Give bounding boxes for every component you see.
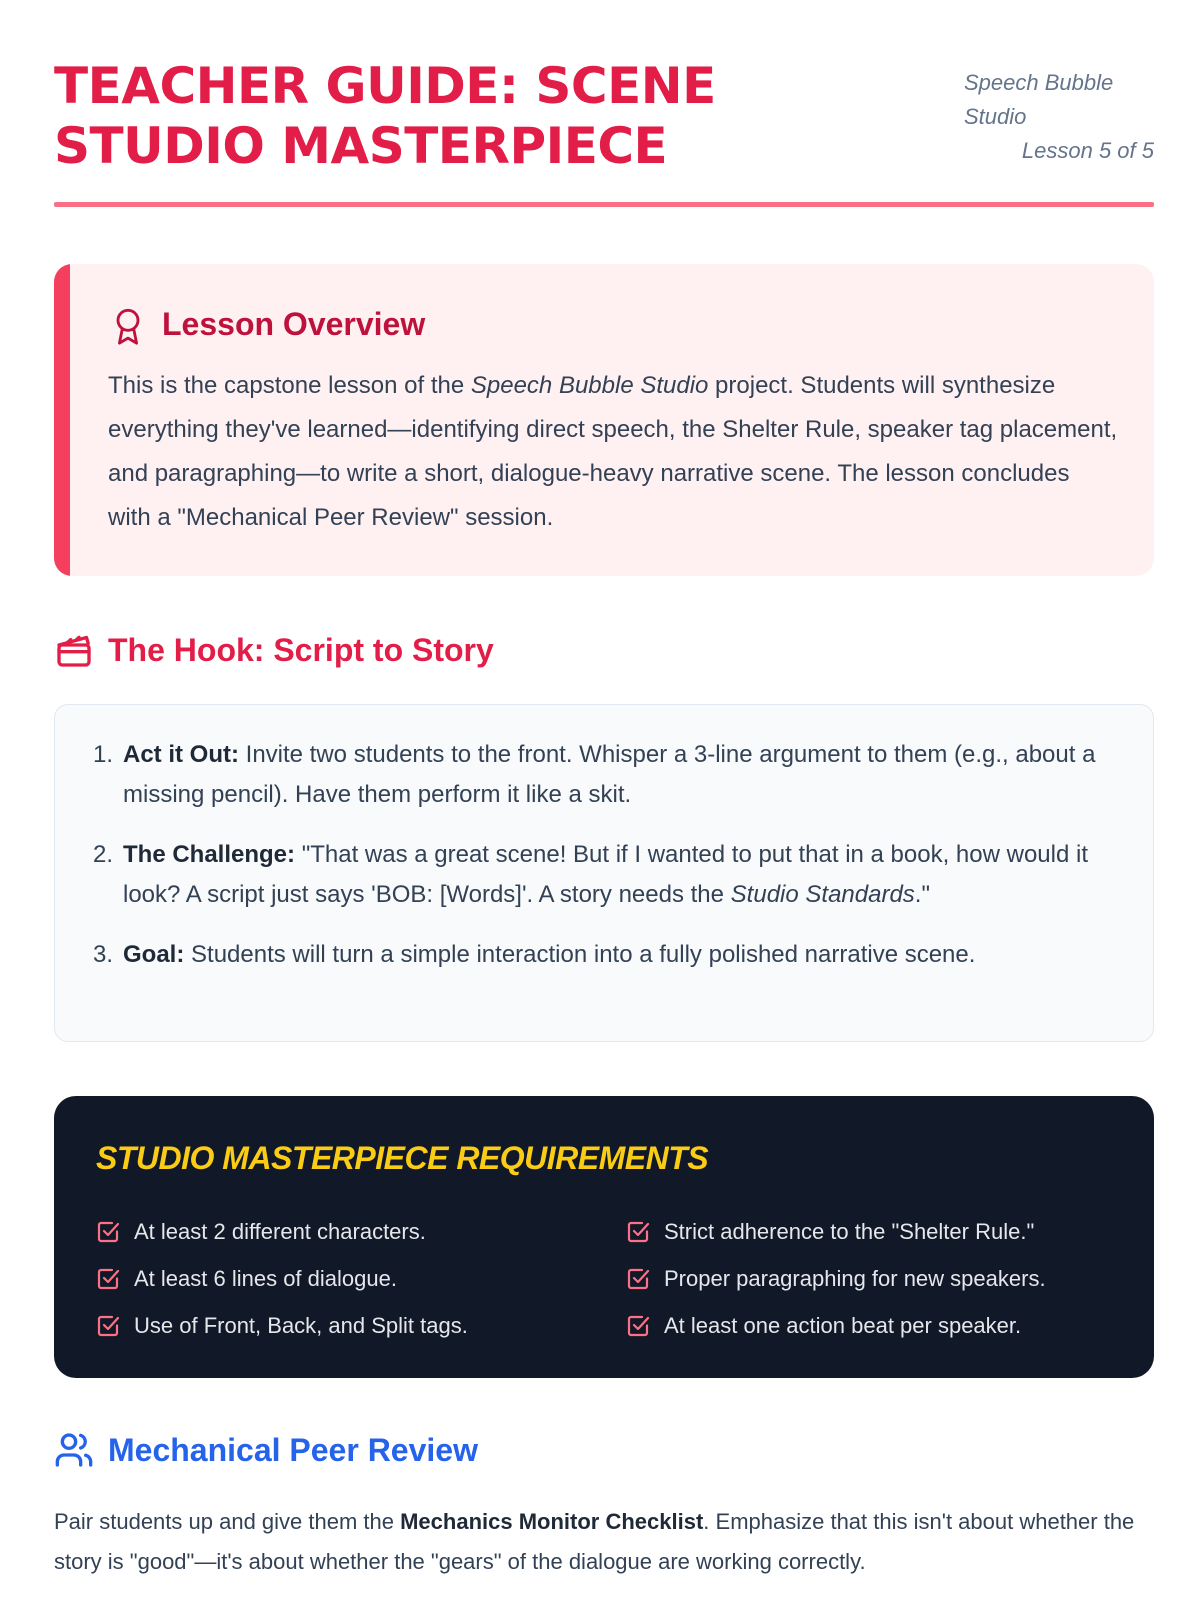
hook-section-heading xyxy=(54,630,494,670)
requirement-item: At least 6 lines of dialogue. xyxy=(96,1255,468,1302)
hook-steps-list xyxy=(93,735,1117,975)
hook-heading-text: The Hook: Script to Story xyxy=(108,631,494,668)
page-header xyxy=(54,50,1154,210)
peer-review-text: Pair students up and give them the Mechanics Monitor Checklist. Emphasize that this isn't about whether the story is "good"—it's about whether the "gears" of the dialogue are working correctly. xyxy=(54,1509,1135,1574)
requirement-item: At least 2 different characters. xyxy=(96,1208,468,1255)
overview-accent-bar xyxy=(54,264,70,576)
users-icon xyxy=(54,1430,94,1470)
hook-step: 1. Act it Out: Invite two students to the front. Whisper a 3-line argument to them (e.g., about a missing pencil). Have them perform it like a skit. xyxy=(93,741,1096,808)
project-name: Speech Bubble Studio xyxy=(964,70,1114,129)
checkbox-icon xyxy=(96,1220,120,1244)
page-title: TEACHER GUIDE: SCENE STUDIO MASTERPIECE xyxy=(54,57,716,175)
lesson-meta xyxy=(964,66,1154,168)
requirement-item: Use of Front, Back, and Split tags. xyxy=(96,1302,468,1349)
requirement-item: Proper paragraphing for new speakers. xyxy=(626,1255,1046,1302)
requirement-item: Strict adherence to the "Shelter Rule." xyxy=(626,1208,1046,1255)
checkbox-icon xyxy=(626,1267,650,1291)
peer-review-heading xyxy=(54,1430,478,1470)
clapperboard-icon xyxy=(54,630,94,670)
lesson-overview-card xyxy=(54,264,1154,576)
requirements-heading: STUDIO MASTERPIECE REQUIREMENTS xyxy=(96,1140,709,1176)
hook-step: 3. Goal: Students will turn a simple interaction into a fully polished narrative scene. xyxy=(93,941,976,968)
lesson-number: Lesson 5 of 5 xyxy=(1021,138,1154,163)
requirement-item: At least one action beat per speaker. xyxy=(626,1302,1046,1349)
hook-step: 2. The Challenge: "That was a great scene! But if I wanted to put that in a book, how would it look? A script just says 'BOB: [Words]'. A story needs the Studio Standards." xyxy=(93,841,1089,908)
requirements-column-left xyxy=(96,1208,468,1349)
requirements-column-right xyxy=(626,1208,1046,1349)
award-icon xyxy=(110,306,146,346)
requirements-panel xyxy=(54,1096,1154,1378)
overview-heading: Lesson Overview xyxy=(162,306,426,342)
checkbox-icon xyxy=(96,1314,120,1338)
hook-steps-box xyxy=(54,704,1154,1042)
checkbox-icon xyxy=(626,1314,650,1338)
checkbox-icon xyxy=(96,1267,120,1291)
overview-text: This is the capstone lesson of the Speech Bubble Studio project. Students will synthesize everything they've learned—identifying direct speech, the Shelter Rule, speaker tag placement, and paragraphing—to write a short, dialogue-heavy narrative scene. The lesson concludes with a "Mechanical Peer Review" session. xyxy=(108,372,1118,531)
checkbox-icon xyxy=(626,1220,650,1244)
header-divider xyxy=(54,202,1154,207)
peer-heading-text: Mechanical Peer Review xyxy=(108,1431,478,1468)
